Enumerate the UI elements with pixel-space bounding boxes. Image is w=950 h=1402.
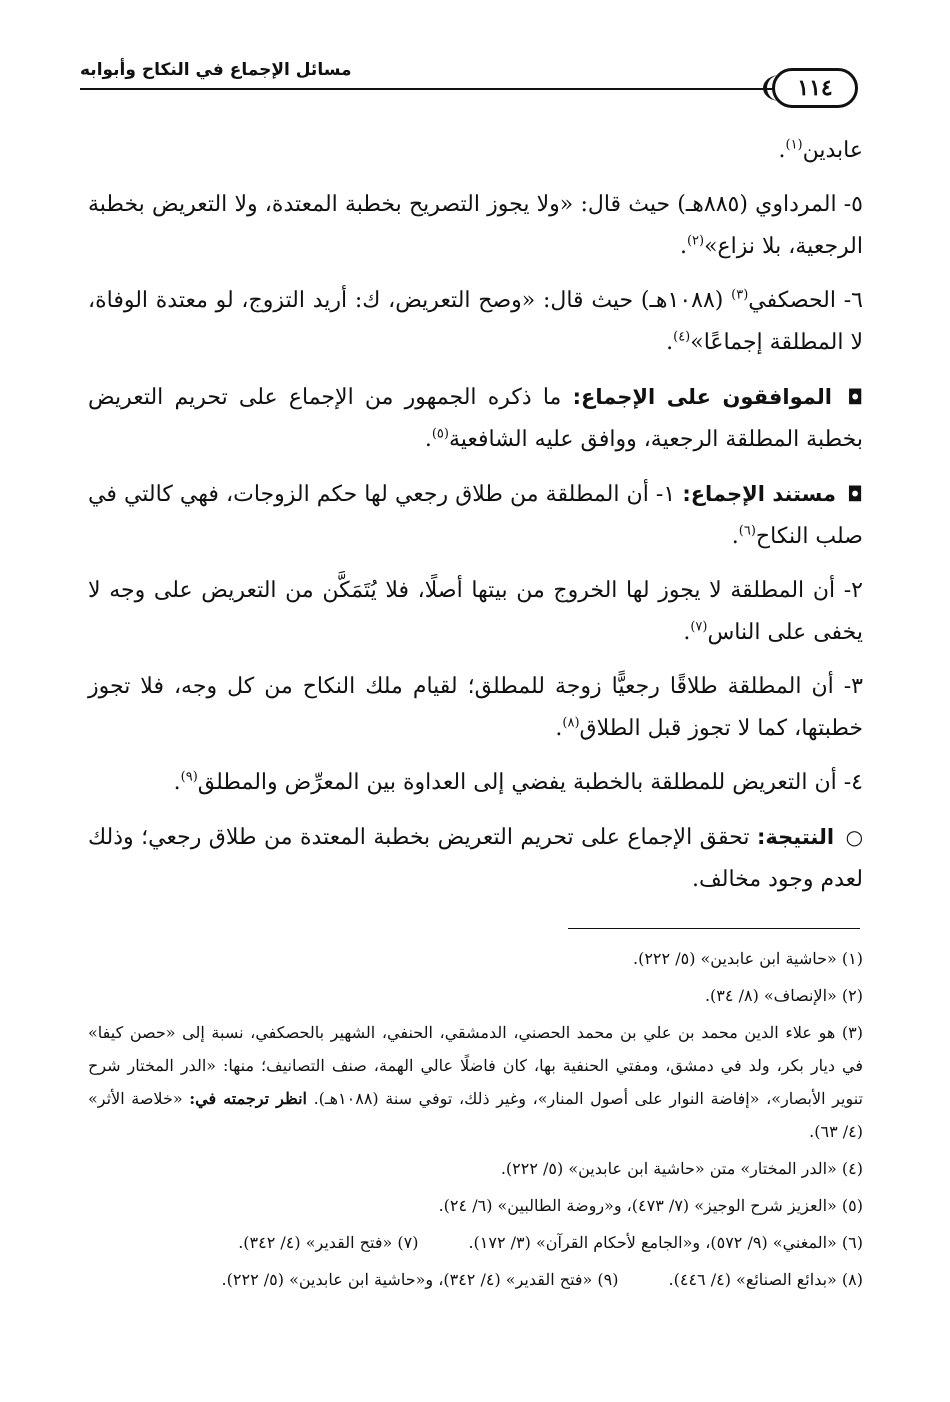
paragraph-agreeing: ◘ الموافقون على الإجماع: ما ذكره الجمهور من الإجماع على تحريم التعريض بخطبة المطلقة الرجعية، ووافق عليه الشافعية$^{(٥)}$. — [88, 376, 863, 461]
square-bullet-icon: ◘ — [847, 482, 863, 506]
footnote-1: (١) «حاشية ابن عابدين» (٥/ ٢٢٢). — [633, 949, 863, 968]
footnote-ref: (٩) — [180, 769, 198, 785]
footnote-7: (٧) «فتح القدير» (٤/ ٣٤٢). — [238, 1233, 419, 1252]
page-number-badge — [772, 68, 858, 108]
footnote-9: (٩) «فتح القدير» (٤/ ٣٤٢)، و«حاشية ابن عابدين» (٥/ ٢٢٢). — [221, 1270, 619, 1289]
footnote-ref: (٢) — [686, 233, 705, 249]
footnote-ref: (٣) — [731, 287, 749, 303]
footnotes — [88, 942, 863, 1300]
paragraph-mardawi: ٥- المرداوي (٨٨٥هـ) حيث قال: «ولا يجوز التصريح بخطبة المعتدة، ولا التعريض بخطبة الرجعية، بلا نزاع»$^{(٢)}$. — [88, 192, 863, 259]
footnote-ref: (٥) — [431, 426, 449, 442]
footnote-ref: (٤) — [673, 329, 691, 345]
paragraph-basis-3: ٣- أن المطلقة طلاقًا رجعيًّا زوجة للمطلق؛ لقيام ملك النكاح من كل وجه، فلا تجوز خطبتها، كما لا تجوز قبل الطلاق$^{(٨)}$. — [88, 674, 863, 741]
section-label: الموافقون على الإجماع: — [572, 385, 832, 409]
footnote-ref: (٧) — [690, 619, 708, 635]
footnote-6: (٦) «المغني» (٩/ ٥٧٢)، و«الجامع لأحكام القرآن» (٣/ ١٧٢). — [468, 1233, 863, 1252]
paragraph-basis-4: ٤- أن التعريض للمطلقة بالخطبة يفضي إلى العداوة بين المعرِّض والمطلق$^{(٩)}$. — [173, 769, 863, 795]
footnote-ref: (٨) — [562, 715, 580, 731]
footnote-ref: (٦) — [738, 523, 756, 539]
footnote-row-6-7 — [88, 1226, 863, 1259]
running-title: مسائل الإجماع في النكاح وأبوابه — [80, 60, 352, 80]
paragraph-basis-2: ٢- أن المطلقة لا يجوز لها الخروج من بيتها أصلًا، فلا يُتَمَكَّن من التعريض على وجه لا يخفى على الناس$^{(٧)}$. — [88, 578, 863, 645]
footnote-3: (٣) هو علاء الدين محمد بن علي بن محمد الحصني، الدمشقي، الحنفي، الشهير بالحصكفي، نسبة إلى «حصن كيفا» في ديار بكر، ولد في دمشق، ومفتي الحنفية بها، كان فاضلًا عالي الهمة، صنف التصانيف؛ منها: «الدر المختار شرح تنوير الأبصار»، «إفاضة النوار على أصول المنار»، وغير ذلك، توفي سنة (١٠٨٨هـ). انظر ترجمته في: «خلاصة الأثر» (٤/ ٦٣). — [88, 1023, 863, 1141]
circle-bullet-icon: ○ — [845, 825, 864, 849]
footnote-4: (٤) «الدر المختار» متن «حاشية ابن عابدين» (٥/ ٢٢٢). — [500, 1159, 863, 1178]
paragraph-continuation: عابدين$^{(١)}$. — [778, 137, 863, 163]
section-label: مستند الإجماع: — [682, 482, 837, 506]
paragraph-result: ○ النتيجة: تحقق الإجماع على تحريم التعريض بخطبة المعتدة من طلاق رجعي؛ وذلك لعدم وجود مخالف. — [88, 816, 863, 901]
section-label: النتيجة: — [756, 825, 835, 849]
footnote-8: (٨) «بدائع الصنائع» (٤/ ٤٤٦). — [668, 1270, 863, 1289]
footnote-separator — [568, 928, 860, 929]
footnote-ref: (١) — [785, 137, 803, 153]
page-number: ١١٤ — [797, 75, 833, 101]
footnote-5: (٥) «العزيز شرح الوجيز» (٧/ ٤٧٣)، و«روضة الطالبين» (٦/ ٢٤). — [438, 1196, 863, 1215]
square-bullet-icon: ◘ — [847, 385, 864, 409]
footnote-row-8-9 — [88, 1263, 863, 1296]
header-rule — [80, 88, 780, 90]
see-biography-label: انظر ترجمته في: — [189, 1089, 307, 1108]
paragraph-haskafi: ٦- الحصكفي$^{(٣)}$ (١٠٨٨هـ) حيث قال: «وصح التعريض، ك: أريد التزوج، لو معتدة الوفاة، لا المطلقة إجماعًا»$^{(٤)}$. — [88, 287, 863, 355]
paragraph-basis: ◘ مستند الإجماع: ١- أن المطلقة من طلاق رجعي لها حكم الزوجات، فهي كالتي في صلب النكاح$^{(٦)}$. — [88, 473, 863, 558]
footnote-2: (٢) «الإنصاف» (٨/ ٣٤). — [704, 986, 863, 1005]
main-text — [88, 130, 863, 913]
